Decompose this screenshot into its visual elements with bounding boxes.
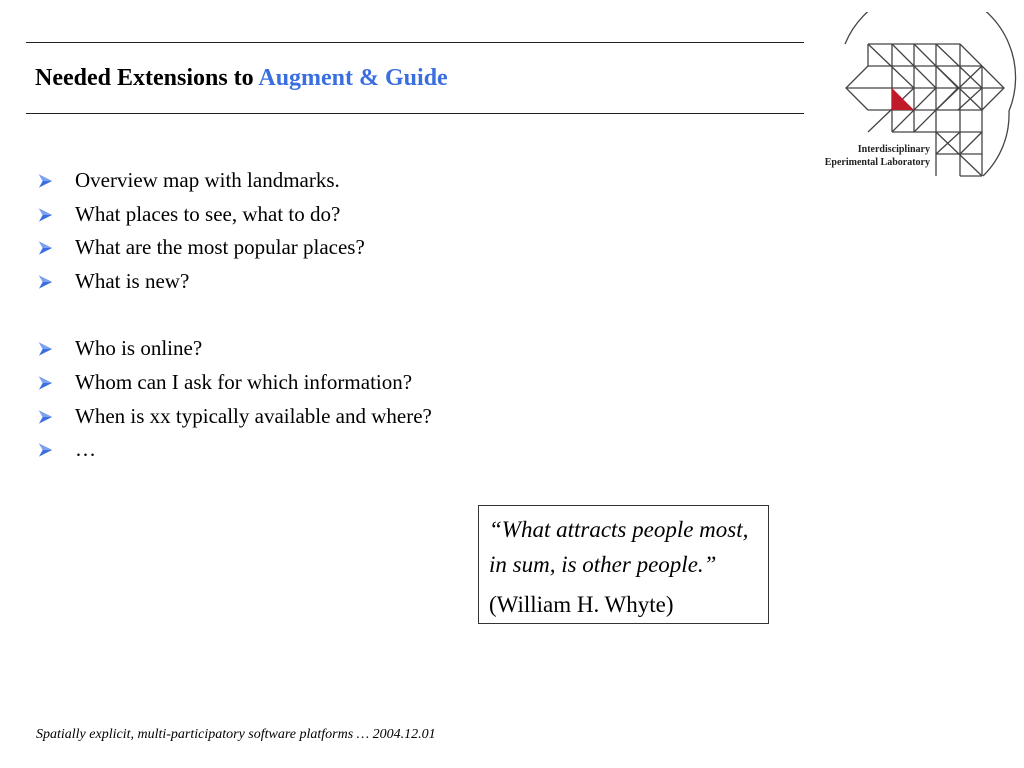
list-item: [38, 231, 658, 265]
title-accent: Augment & Guide: [258, 65, 448, 91]
list-item: [38, 198, 658, 232]
list-item: [38, 366, 658, 400]
quote-text: [489, 512, 758, 582]
list-item-text: What is new?: [75, 268, 190, 293]
arrow-bullet-icon: [38, 375, 53, 391]
arrow-bullet-icon: [38, 173, 53, 189]
list-item-text: Overview map with landmarks.: [75, 168, 340, 192]
logo-caption: [808, 143, 930, 169]
arrow-bullet-icon: [38, 442, 53, 458]
quote-line-2: in sum, is other people.”: [489, 552, 717, 577]
list-item: [38, 332, 658, 366]
quote-attribution: (William H. Whyte): [489, 592, 674, 617]
list-item-text: When is xx typically available and where?: [75, 403, 432, 428]
title-prefix: Needed Extensions to: [35, 65, 259, 91]
slide-footer: Spatially explicit, multi-participatory software platforms … 2004.12.01: [36, 727, 436, 742]
arrow-bullet-icon: [38, 341, 53, 357]
bullet-list: [38, 164, 658, 467]
quote-line-1: “What attracts people most,: [489, 517, 749, 542]
list-item-text: …: [75, 437, 96, 462]
quote-box: [478, 505, 769, 624]
arrow-bullet-icon: [38, 409, 53, 425]
top-rule: [26, 42, 804, 43]
arrow-bullet-icon: [38, 240, 53, 256]
arrow-bullet-icon: [38, 274, 53, 290]
list-item: [38, 400, 658, 434]
list-item-text: Who is online?: [75, 336, 203, 361]
logo-line-2: Eperimental Laboratory: [824, 157, 930, 168]
bottom-rule: [26, 113, 804, 114]
list-item: [38, 265, 658, 299]
list-item-text: What places to see, what to do?: [75, 201, 341, 226]
logo-line-1: Interdisciplinary: [857, 144, 930, 155]
list-item: [38, 164, 658, 198]
list-item: [38, 433, 658, 467]
slide-title: [35, 62, 448, 94]
arrow-bullet-icon: [38, 207, 53, 223]
list-item-text: What are the most popular places?: [75, 235, 365, 260]
list-item-text: Whom can I ask for which information?: [75, 369, 413, 394]
